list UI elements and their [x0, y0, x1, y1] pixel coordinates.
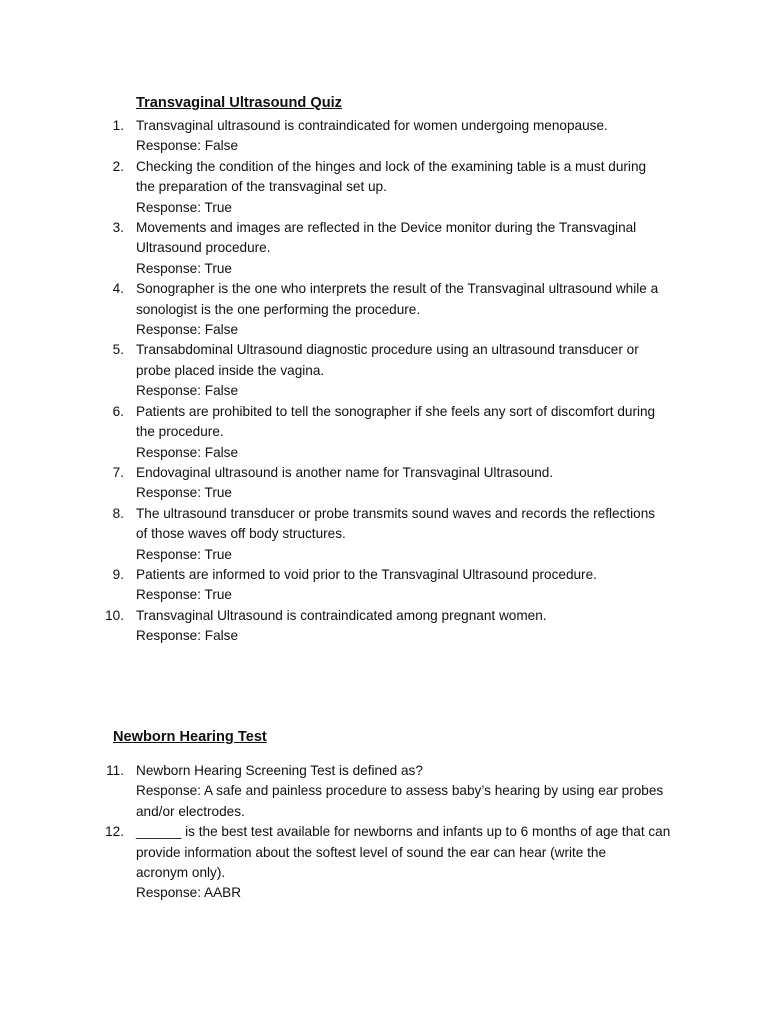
question-text: provide information about the softest level of sound the ear can hear (write the [136, 844, 607, 860]
question-item [0, 157, 768, 218]
question-response: Response: False [136, 444, 239, 460]
question-item [0, 463, 768, 504]
question-item [0, 606, 768, 647]
question-text: ______ is the best test available for newborns and infants up to 6 months of age that can [136, 824, 671, 840]
question-number: 1. [112, 118, 124, 133]
question-item [0, 402, 768, 463]
question-list [0, 116, 768, 647]
question-text: Movements and images are reflected in the Device monitor during the Transvaginal [136, 220, 637, 236]
question-item [0, 761, 768, 822]
question-text: Newborn Hearing Screening Test is defined as? [136, 763, 423, 778]
question-text: Transvaginal Ultrasound is contraindicated among pregnant women. [136, 607, 547, 623]
question-number: 8. [112, 505, 124, 521]
question-text: Ultrasound procedure. [136, 240, 271, 256]
question-text: sonologist is the one performing the procedure. [136, 301, 421, 317]
question-number: 2. [112, 158, 124, 174]
question-text: Transabdominal Ultrasound diagnostic procedure using an ultrasound transducer or [136, 342, 639, 358]
question-number: 7. [112, 464, 124, 480]
question-text: the preparation of the transvaginal set up. [136, 179, 387, 195]
question-text: Checking the condition of the hinges and lock of the examining table is a must during [136, 158, 647, 174]
question-number: 11. [106, 763, 124, 778]
question-text: Sonographer is the one who interprets the result of the Transvaginal ultrasound while a [136, 281, 659, 297]
question-item [0, 822, 768, 904]
question-response: Response: False [136, 322, 239, 338]
question-number: 9. [112, 566, 124, 582]
question-item [0, 116, 768, 157]
question-text: Transvaginal ultrasound is contraindicated for women undergoing menopause. [136, 118, 608, 133]
question-number: 3. [112, 220, 124, 236]
question-response: Response: True [136, 587, 232, 603]
question-response: Response: True [136, 485, 232, 501]
question-number: 10. [105, 607, 124, 623]
section-heading: Transvaginal Ultrasound Quiz [136, 95, 342, 111]
section-heading: Newborn Hearing Test [113, 729, 267, 745]
question-text: probe placed inside the vagina. [136, 362, 325, 378]
question-item [0, 279, 768, 340]
question-item [0, 504, 768, 565]
question-number: 6. [112, 403, 124, 419]
question-response: Response: False [136, 628, 239, 644]
question-response: Response: True [136, 546, 232, 562]
question-response: Response: True [136, 199, 232, 215]
question-text: Response: A safe and painless procedure to assess baby’s hearing by using ear probes [136, 783, 664, 799]
question-number: 12. [105, 824, 124, 840]
question-response: Response: AABR [136, 885, 242, 901]
question-list [0, 761, 768, 904]
question-text: Endovaginal ultrasound is another name for Transvaginal Ultrasound. [136, 464, 554, 480]
question-text: Patients are prohibited to tell the sonographer if she feels any sort of discomfort during [136, 403, 656, 419]
question-number: 5. [112, 342, 124, 358]
question-text: The ultrasound transducer or probe transmits sound waves and records the reflections [136, 505, 656, 521]
question-response: Response: False [136, 383, 239, 399]
question-text: of those waves off body structures. [136, 526, 346, 542]
question-response: Response: False [136, 138, 239, 154]
question-text: and/or electrodes. [136, 803, 245, 819]
question-text: Patients are informed to void prior to the Transvaginal Ultrasound procedure. [136, 566, 597, 582]
question-item [0, 340, 768, 401]
question-number: 4. [112, 281, 124, 297]
question-item [0, 218, 768, 279]
question-text: acronym only). [136, 865, 226, 881]
question-item [0, 565, 768, 606]
question-response: Response: True [136, 260, 232, 276]
question-text: the procedure. [136, 424, 224, 440]
